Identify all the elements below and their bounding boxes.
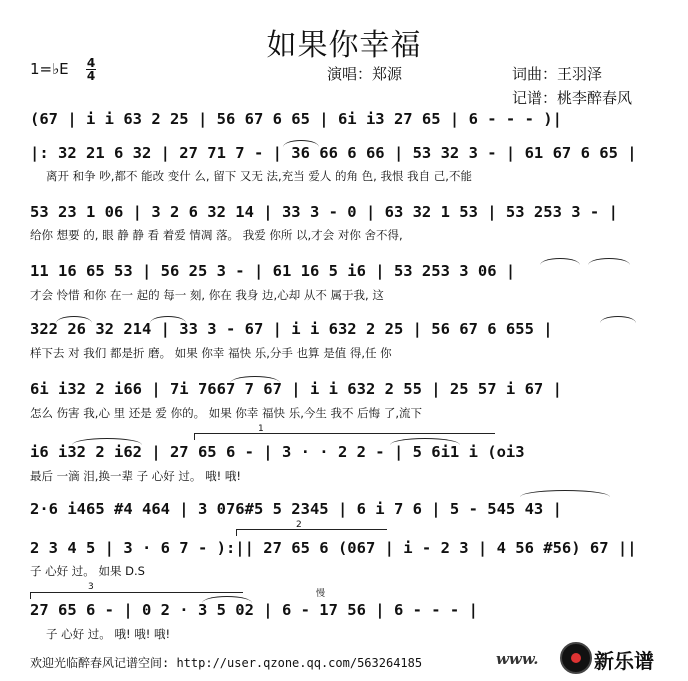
song-title: 如果你幸福: [266, 28, 422, 63]
watermark: www.: [496, 650, 539, 668]
score-row-6-notes: 6i i32 2 i66 | 7i 7667 7 67 | i i 632 2 55 | 25 57 i 67 |: [30, 380, 562, 398]
time-signature-top: 4: [86, 56, 96, 70]
volta-bracket-2: [236, 529, 387, 536]
volta-number-2: 2: [296, 520, 302, 530]
score-row-10-lyrics: 子 心好 过。 哦! 哦! 哦!: [46, 627, 171, 641]
slur-curve: [588, 258, 630, 265]
slur-curve: [540, 258, 580, 265]
score-row-5-notes: 322 26 32 214 | 33 3 - 67 | i i 632 2 25 | 56 67 6 655 |: [30, 320, 553, 338]
singer-credit: 演唱：郑源: [327, 65, 403, 83]
score-row-10-notes: 27 65 6 - | 0 2 · 3 5 02 | 6 - 17 56 | 6 - - - |: [30, 601, 478, 619]
slur-curve: [520, 490, 610, 497]
slur-curve: [56, 316, 92, 323]
score-row-4-lyrics: 才会 怜惜 和你 在一 起的 每一 刻, 你在 我身 边,心却 从不 属于我, 这: [30, 288, 384, 302]
composer-credit: 词曲：王羽泽: [512, 65, 603, 83]
slur-curve: [230, 376, 280, 383]
score-row-2-lyrics: 离开 和争 吵,都不 能改 变什 么, 留下 又无 法,充当 爱人 的角 色, 我恨 我自 己,不能: [46, 169, 472, 183]
score-row-7-notes: i6 i32 2 i62 | 27 65 6 - | 3 · · 2 2 - | 5 6i1 i (oi3: [30, 443, 525, 461]
score-row-9-notes: 2 3 4 5 | 3 · 6 7 - ):|| 27 65 6 (067 | i - 2 3 | 4 56 #56) 67 ||: [30, 539, 637, 557]
score-row-6-lyrics: 怎么 伤害 我,心 里 还是 爱 你的。 如果 你幸 福快 乐,今生 我不 后悔 了,流下: [30, 406, 422, 420]
time-signature: [86, 57, 96, 82]
key-signature: 1=♭E: [30, 60, 69, 78]
score-row-5-lyrics: 样下去 对 我们 都是折 磨。 如果 你幸 福快 乐,分手 也算 是值 得,任 你: [30, 346, 392, 360]
score-row-2-notes: |: 32 21 6 32 | 27 71 7 - | 36 66 6 66 | 53 32 3 - | 61 67 6 65 |: [30, 144, 637, 162]
score-row-7-lyrics: 最后 一滴 泪,换一辈 子 心好 过。 哦! 哦!: [30, 469, 241, 483]
volta-number-3: 3: [88, 582, 94, 592]
record-logo-icon: [560, 642, 592, 674]
volta-number-1: 1: [258, 424, 264, 434]
score-row-1-notes: (67 | i i 63 2 25 | 56 67 6 65 | 6i i3 27 65 | 6 - - - )|: [30, 110, 562, 128]
score-row-8-notes: 2·6 i465 #4 464 | 3 076#5 5 2345 | 6 i 7 6 | 5 - 545 43 |: [30, 500, 562, 518]
slur-curve: [283, 140, 319, 147]
slur-curve: [202, 596, 252, 603]
score-row-4-notes: 11 16 65 53 | 56 25 3 - | 61 16 5 i6 | 53 253 3 06 |: [30, 262, 516, 280]
slur-curve: [72, 438, 142, 445]
footer-credit: 欢迎光临醉春风记谱空间: http://user.qzone.qq.com/563264185: [30, 656, 423, 670]
score-row-3-notes: 53 23 1 06 | 3 2 6 32 14 | 33 3 - 0 | 63 32 1 53 | 53 253 3 - |: [30, 203, 618, 221]
notation-credit: 记谱：桃李醉春风: [512, 89, 633, 107]
logo-text: 新乐谱: [594, 649, 654, 673]
volta-bracket-1: [194, 433, 495, 440]
time-signature-bottom: 4: [86, 69, 96, 83]
score-row-9-lyrics: 子 心好 过。 如果 D.S: [30, 564, 145, 578]
score-row-3-lyrics: 给你 想要 的, 眼 静 静 看 着爱 情凋 落。 我爱 你所 以,才会 对你 舍不得,: [30, 228, 403, 242]
slur-curve: [150, 316, 186, 323]
slur-curve: [390, 438, 460, 445]
slur-curve: [600, 316, 636, 323]
tempo-marker: 慢: [316, 589, 326, 599]
